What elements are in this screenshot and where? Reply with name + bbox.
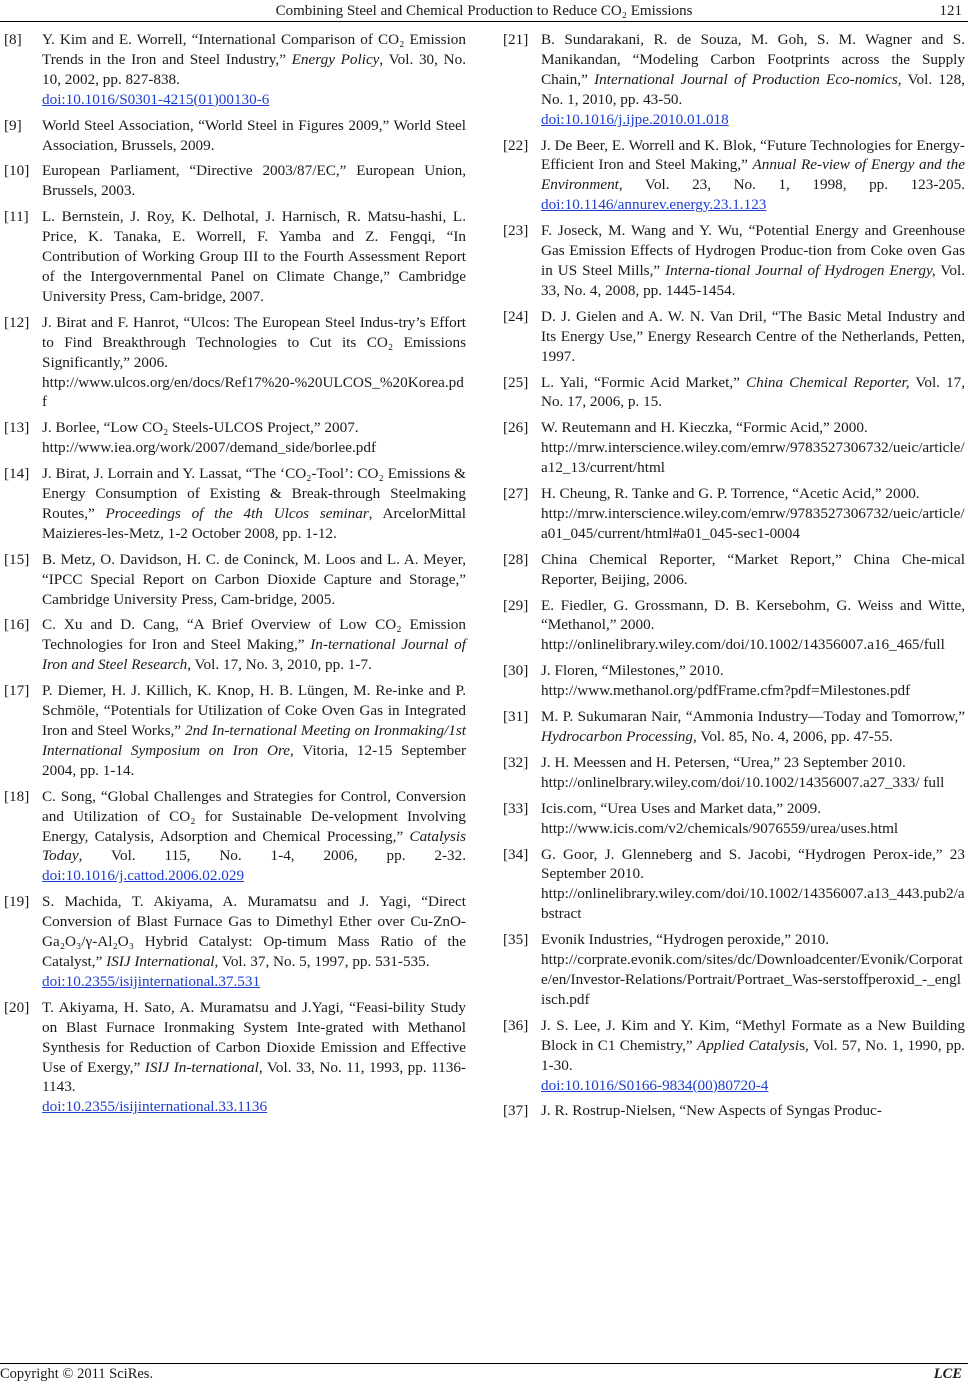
- reference-entry: [4, 464, 466, 544]
- reference-body: [541, 307, 965, 367]
- reference-body: [42, 418, 466, 458]
- reference-body: [42, 550, 466, 610]
- reference-authors-title: J. S. Lee, J. Kim and Y. Kim, “Methyl Formate as a New Building Block in C1 Chemistry,”: [541, 1016, 965, 1054]
- reference-details: Vol. 17, No. 3, 2010, pp. 1-7.: [191, 656, 372, 674]
- reference-text: [541, 485, 920, 502]
- reference-entry: [503, 845, 965, 925]
- reference-details: , ArcelorMittal Maizieres-les-Metz, 1-2 October 2008, pp. 1-12.: [42, 504, 466, 542]
- reference-text: [541, 846, 965, 883]
- reference-text: [541, 308, 965, 365]
- reference-source-title: ISIJ In-ternational: [144, 1058, 259, 1076]
- reference-text: [42, 419, 359, 436]
- reference-body: [541, 550, 965, 590]
- reference-number: [8]: [4, 31, 22, 48]
- reference-entry: [503, 1101, 965, 1121]
- reference-details: , Vitoria, 12-15 September 2004, pp. 1-14.: [42, 741, 467, 779]
- reference-url: http://mrw.interscience.wiley.com/emrw/9783527306732/ueic/article/a12_13/current/html: [541, 439, 965, 477]
- reference-text: [541, 1017, 965, 1074]
- reference-body: [42, 998, 466, 1117]
- reference-text: [42, 999, 466, 1096]
- reference-entry: [503, 661, 965, 701]
- reference-entry: [4, 30, 466, 110]
- reference-authors-title: J. H. Meessen and H. Petersen, “Urea,” 23 September 2010.: [541, 753, 906, 771]
- reference-text: [541, 137, 965, 214]
- reference-url: http://onlinelbrary.wiley.com/doi/10.1002/14356007.a27_333/ full: [541, 773, 945, 791]
- reference-body: [541, 1101, 965, 1121]
- reference-authors-title: P. Diemer, H. J. Killich, K. Knop, H. B. Lüngen, M. Re-inke and P. Schmöle, “Potentials for Utilization of Coke Oven Gas in Integrated Iron and Steel Works,”: [42, 682, 466, 739]
- reference-body: [541, 30, 965, 130]
- reference-number: [10]: [4, 162, 30, 180]
- reference-source-title: China Chemical Reporter,: [745, 373, 910, 391]
- doi-link[interactable]: doi:10.1016/S0301-4215(01)00130-6: [42, 90, 270, 108]
- reference-entry: [503, 221, 965, 301]
- reference-body: [42, 30, 466, 110]
- reference-details: , Vol. 85, No. 4, 2006, pp. 47-55.: [693, 728, 893, 745]
- reference-entry: [503, 930, 965, 1010]
- reference-text: [541, 708, 965, 745]
- reference-url: http://onlinelibrary.wiley.com/doi/10.1002/14356007.a16_465/full: [541, 636, 945, 654]
- right-reference-column: [503, 30, 965, 1127]
- reference-text: [541, 551, 965, 588]
- reference-text: [541, 1102, 882, 1119]
- header-rule: [0, 21, 968, 22]
- reference-entry: [503, 1016, 965, 1096]
- page-footer: [0, 1362, 968, 1386]
- reference-entry: [4, 998, 466, 1117]
- reference-source-title: Proceedings of the 4th Ulcos seminar: [105, 504, 369, 522]
- reference-text: [541, 31, 965, 108]
- copyright-notice: Copyright © 2011 SciRes.: [0, 1366, 154, 1382]
- reference-authors-title: European Parliament, “Directive 2003/87/EC,” European Union, Brussels, 2003.: [42, 162, 466, 200]
- reference-number: [32]: [503, 753, 529, 771]
- reference-body: [541, 596, 965, 656]
- reference-url: http://corprate.evonik.com/sites/dc/Downloadcenter/Evonik/Corporate/en/Investor-Relations/Portrait/Portraet_Was-serstoffperoxid_-_englisch.pdf: [541, 951, 963, 1008]
- reference-number: [33]: [503, 799, 529, 817]
- reference-entry: [4, 161, 466, 201]
- running-title: Combining Steel and Chemical Production to Reduce CO₂ Emissions: [275, 3, 693, 19]
- doi-link[interactable]: doi:10.2355/isijinternational.33.1136: [42, 1098, 268, 1116]
- reference-authors-title: Evonik Industries, “Hydrogen peroxide,” 2010.: [541, 931, 830, 949]
- reference-entry: [4, 550, 466, 610]
- reference-authors-title: J. Borlee, “Low CO₂ Steels-ULCOS Project,” 2007.: [42, 419, 359, 437]
- journal-abbreviation: LCE: [933, 1366, 962, 1382]
- reference-number: [18]: [4, 787, 30, 805]
- reference-number: [34]: [503, 845, 529, 863]
- reference-source-title: International Journal of Production Eco-nomics,: [594, 70, 902, 88]
- reference-body: [42, 681, 466, 781]
- reference-entry: [503, 30, 965, 130]
- reference-entry: [503, 136, 965, 216]
- reference-body: [541, 136, 965, 216]
- reference-text: [42, 616, 466, 673]
- reference-number: [17]: [4, 682, 30, 700]
- reference-authors-title: C. Xu and D. Cang, “A Brief Overview of Low CO₂ Emission Technologies for Iron and Steel Making,”: [42, 616, 466, 654]
- reference-authors-title: D. J. Gielen and A. W. N. Van Dril, “The Basic Metal Industry and Its Energy Use,” Energy Research Centre of the Netherlands, Petten, 1997.: [541, 307, 965, 365]
- reference-entry: [4, 207, 466, 307]
- reference-text: [42, 31, 466, 88]
- reference-body: [541, 845, 965, 925]
- reference-number: [21]: [503, 31, 529, 48]
- reference-source-title: 2nd In-ternational Meeting on Ironmaking/1st International Symposium on Iron Ore: [42, 722, 467, 759]
- reference-number: [25]: [503, 373, 529, 391]
- reference-body: [42, 116, 466, 156]
- reference-body: [42, 207, 466, 307]
- page-number: 121: [939, 3, 962, 19]
- reference-text: [42, 682, 466, 779]
- reference-entry: [503, 799, 965, 839]
- reference-entry: [503, 753, 965, 793]
- reference-text: [42, 117, 466, 154]
- reference-number: [35]: [503, 931, 529, 949]
- reference-number: [12]: [4, 313, 30, 331]
- reference-number: [11]: [4, 208, 29, 226]
- reference-details: , Vol. 37, No. 5, 1997, pp. 531-535.: [214, 952, 430, 970]
- reference-text: [42, 465, 466, 542]
- reference-authors-title: B. Sundarakani, R. de Souza, M. Goh, S. M. Wagner and S. Manikandan, “Modeling Carbon Footprints across the Supply Chain,”: [541, 31, 965, 88]
- reference-number: [14]: [4, 465, 30, 483]
- reference-text: [541, 662, 724, 679]
- page-header: [0, 0, 968, 22]
- doi-link[interactable]: doi:10.2355/isijinternational.37.531: [42, 972, 261, 990]
- reference-text: [541, 222, 965, 299]
- reference-url: http://mrw.interscience.wiley.com/emrw/9783527306732/ueic/article/a01_045/current/html#a01_045-sec1-0004: [541, 504, 965, 542]
- reference-number: [30]: [503, 662, 529, 680]
- reference-body: [541, 221, 965, 301]
- doi-link[interactable]: doi:10.1016/j.ijpe.2010.01.018: [541, 110, 729, 128]
- reference-number: [13]: [4, 419, 30, 437]
- reference-source-title: ISIJ International: [106, 952, 215, 970]
- reference-entry: [503, 707, 965, 747]
- reference-text: [42, 893, 466, 970]
- reference-text: [42, 162, 466, 199]
- reference-body: [541, 799, 965, 839]
- reference-body: [42, 615, 466, 675]
- reference-authors-title: J. Floren, “Milestones,” 2010.: [541, 662, 724, 680]
- reference-body: [42, 161, 466, 201]
- reference-number: [28]: [503, 550, 529, 568]
- reference-entry: [4, 313, 466, 413]
- reference-entry: [4, 418, 466, 458]
- reference-body: [42, 787, 466, 887]
- reference-text: [541, 419, 868, 436]
- reference-text: [541, 374, 965, 411]
- reference-body: [541, 707, 965, 747]
- reference-authors-title: J. Birat and F. Hanrot, “Ulcos: The European Steel Indus-try’s Effort to Find Breakthrough Technologies to Cut its CO₂ Emissions Significantly,” 2006.: [42, 313, 466, 371]
- reference-entry: [503, 484, 965, 544]
- reference-authors-title: M. P. Sukumaran Nair, “Ammonia Industry—Today and Tomorrow,”: [541, 708, 965, 726]
- reference-body: [541, 484, 965, 544]
- reference-source-title: Hydrocarbon Processing: [541, 728, 693, 745]
- reference-authors-title: F. Joseck, M. Wang and Y. Wu, “Potential Energy and Greenhouse Gas Emission Effects of Hydrogen Produc-tion from Coke oven Gas in US Steel Mills,”: [541, 222, 965, 279]
- left-reference-column: [4, 30, 466, 1123]
- reference-text: [541, 597, 965, 634]
- reference-entry: [4, 787, 466, 887]
- reference-body: [42, 464, 466, 544]
- reference-authors-title: S. Machida, T. Akiyama, A. Muramatsu and J. Yagi, “Direct Conversion of Blast Furnace Gas to Dimethyl Ether over Cu-ZnO-Ga₂O₃/γ-Al₂O₃ Hybrid Catalyst: Op-timum Mass Ratio of the Catalyst,”: [42, 893, 466, 970]
- reference-authors-title: B. Metz, O. Davidson, H. C. de Coninck, M. Loos and L. A. Meyer, “IPCC Special Report on Carbon Dioxide Capture and Storage,” Cambridge University Press, Cam-bridge, 2005.: [42, 550, 466, 608]
- reference-body: [541, 418, 965, 478]
- reference-body: [541, 373, 965, 413]
- reference-number: [9]: [4, 116, 22, 134]
- reference-number: [26]: [503, 419, 529, 437]
- reference-number: [36]: [503, 1016, 529, 1034]
- reference-details: , Vol. 23, No. 1, 1998, pp. 123-205.: [618, 176, 965, 194]
- reference-body: [42, 892, 466, 992]
- reference-authors-title: World Steel Association, “World Steel in Figures 2009,” World Steel Association, Brussels, 2009.: [42, 116, 466, 154]
- reference-details: Vol. 128, No. 1, 2010, pp. 43-50.: [541, 70, 965, 108]
- reference-authors-title: H. Cheung, R. Tanke and G. P. Torrence, “Acetic Acid,” 2000.: [541, 485, 920, 503]
- reference-details: , Vol. 30, No. 10, 2002, pp. 827-838.: [42, 50, 466, 88]
- reference-url: http://www.ulcos.org/en/docs/Ref17%20-%20ULCOS_%20Korea.pdf: [42, 373, 464, 411]
- reference-source-title: In-ternational Journal of Iron and Steel Research,: [42, 636, 466, 674]
- reference-authors-title: J. De Beer, E. Worrell and K. Blok, “Future Technologies for Energy-Efficient Iron and Steel Making,”: [541, 136, 965, 174]
- reference-authors-title: J. Birat, J. Lorrain and Y. Lassat, “The ‘CO₂-Tool’: CO₂ Emissions & Energy Consumption of Existing & Break-through Steelmaking Routes,”: [42, 465, 466, 522]
- reference-entry: [4, 116, 466, 156]
- reference-source-title: Annual Re-view of Energy and the Environment: [541, 156, 965, 194]
- reference-authors-title: China Chemical Reporter, “Market Report,” China Che-mical Reporter, Beijing, 2006.: [541, 550, 965, 588]
- reference-number: [31]: [503, 708, 529, 726]
- reference-url: http://onlinelibrary.wiley.com/doi/10.1002/14356007.a13_443.pub2/abstract: [541, 885, 965, 923]
- reference-number: [20]: [4, 998, 30, 1016]
- reference-source-title: Catalysis Today: [42, 827, 466, 865]
- reference-number: [15]: [4, 550, 30, 568]
- reference-source-title: Energy Policy: [291, 50, 380, 68]
- reference-number: [19]: [4, 893, 30, 911]
- reference-number: [37]: [503, 1102, 529, 1120]
- reference-body: [541, 753, 965, 793]
- reference-details: Vol. 33, No. 4, 2008, pp. 1445-1454.: [541, 261, 965, 299]
- reference-body: [541, 661, 965, 701]
- reference-source-title: Applied Catalysi: [696, 1036, 800, 1054]
- reference-number: [22]: [503, 136, 529, 154]
- reference-entry: [4, 892, 466, 992]
- reference-url: http://www.icis.com/v2/chemicals/9076559/urea/uses.html: [541, 819, 899, 837]
- reference-authors-title: T. Akiyama, H. Sato, A. Muramatsu and J.Yagi, “Feasi-bility Study on Blast Furnace Ironmaking System Inte-grated with Methanol Synthesis for Reduction of Carbon Dioxide Emission and Effective Use of Exergy,”: [42, 998, 466, 1076]
- reference-number: [23]: [503, 222, 529, 240]
- reference-body: [42, 313, 466, 413]
- reference-url: http://www.methanol.org/pdfFrame.cfm?pdf=Milestones.pdf: [541, 682, 911, 700]
- doi-link[interactable]: doi:10.1016/j.cattod.2006.02.029: [42, 867, 245, 885]
- reference-authors-title: Icis.com, “Urea Uses and Market data,” 2009.: [541, 799, 822, 817]
- reference-source-title: Interna-tional Journal of Hydrogen Energy,: [665, 261, 936, 279]
- reference-number: [16]: [4, 616, 30, 634]
- reference-text: [541, 931, 829, 948]
- reference-entry: [4, 681, 466, 781]
- reference-authors-title: G. Goor, J. Glenneberg and S. Jacobi, “Hydrogen Perox-ide,” 23 September 2010.: [541, 845, 965, 883]
- reference-text: [42, 208, 466, 305]
- reference-entry: [503, 550, 965, 590]
- reference-body: [541, 930, 965, 1010]
- reference-text: [42, 314, 466, 371]
- reference-text: [541, 800, 821, 817]
- reference-authors-title: L. Bernstein, J. Roy, K. Delhotal, J. Harnisch, R. Matsu-hashi, L. Price, K. Tanaka, E. Worrell, F. Yamba and Z. Fengqi, “In Contribution of Working Group III to the Fourth Assessment Report of the Intergovernmental Panel on Climate Change,” Cambridge University Press, Cam-bridge, 2007.: [42, 208, 466, 305]
- reference-authors-title: L. Yali, “Formic Acid Market,”: [541, 373, 746, 391]
- reference-text: [42, 788, 466, 885]
- reference-number: [27]: [503, 485, 529, 503]
- reference-authors-title: Y. Kim and E. Worrell, “International Comparison of CO₂ Emission Trends in the Iron and Steel Industry,”: [42, 31, 466, 68]
- reference-authors-title: E. Fiedler, G. Grossmann, D. B. Kersebohm, G. Weiss and Witte, “Methanol,” 2000.: [541, 596, 965, 634]
- reference-number: [29]: [503, 596, 529, 614]
- reference-entry: [4, 615, 466, 675]
- reference-text: [42, 551, 466, 608]
- reference-entry: [503, 596, 965, 656]
- reference-details: , Vol. 115, No. 1-4, 2006, pp. 2-32.: [78, 847, 466, 865]
- reference-authors-title: C. Song, “Global Challenges and Strategies for Control, Conversion and Utilization of CO₂ for Sustainable De-velopment Involving Energy, Catalysis, Adsorption and Chemical Processing,”: [42, 787, 466, 845]
- reference-body: [541, 1016, 965, 1096]
- reference-authors-title: W. Reutemann and H. Kieczka, “Formic Acid,” 2000.: [541, 419, 868, 437]
- reference-entry: [503, 418, 965, 478]
- reference-details: Vol. 17, No. 17, 2006, p. 15.: [541, 373, 966, 411]
- reference-details: , Vol. 33, No. 11, 1993, pp. 1136-1143.: [42, 1058, 466, 1096]
- reference-entry: [503, 373, 965, 413]
- reference-text: [541, 754, 906, 771]
- doi-link[interactable]: doi:10.1146/annurev.energy.23.1.123: [541, 196, 767, 214]
- reference-url: http://www.iea.org/work/2007/demand_side/borlee.pdf: [42, 439, 377, 457]
- reference-details: s, Vol. 57, No. 1, 1990, pp. 1-30.: [541, 1036, 965, 1074]
- doi-link[interactable]: doi:10.1016/S0166-9834(00)80720-4: [541, 1076, 769, 1094]
- reference-entry: [503, 307, 965, 367]
- reference-number: [24]: [503, 307, 529, 325]
- reference-authors-title: J. R. Rostrup-Nielsen, “New Aspects of Syngas Produc-: [541, 1102, 882, 1120]
